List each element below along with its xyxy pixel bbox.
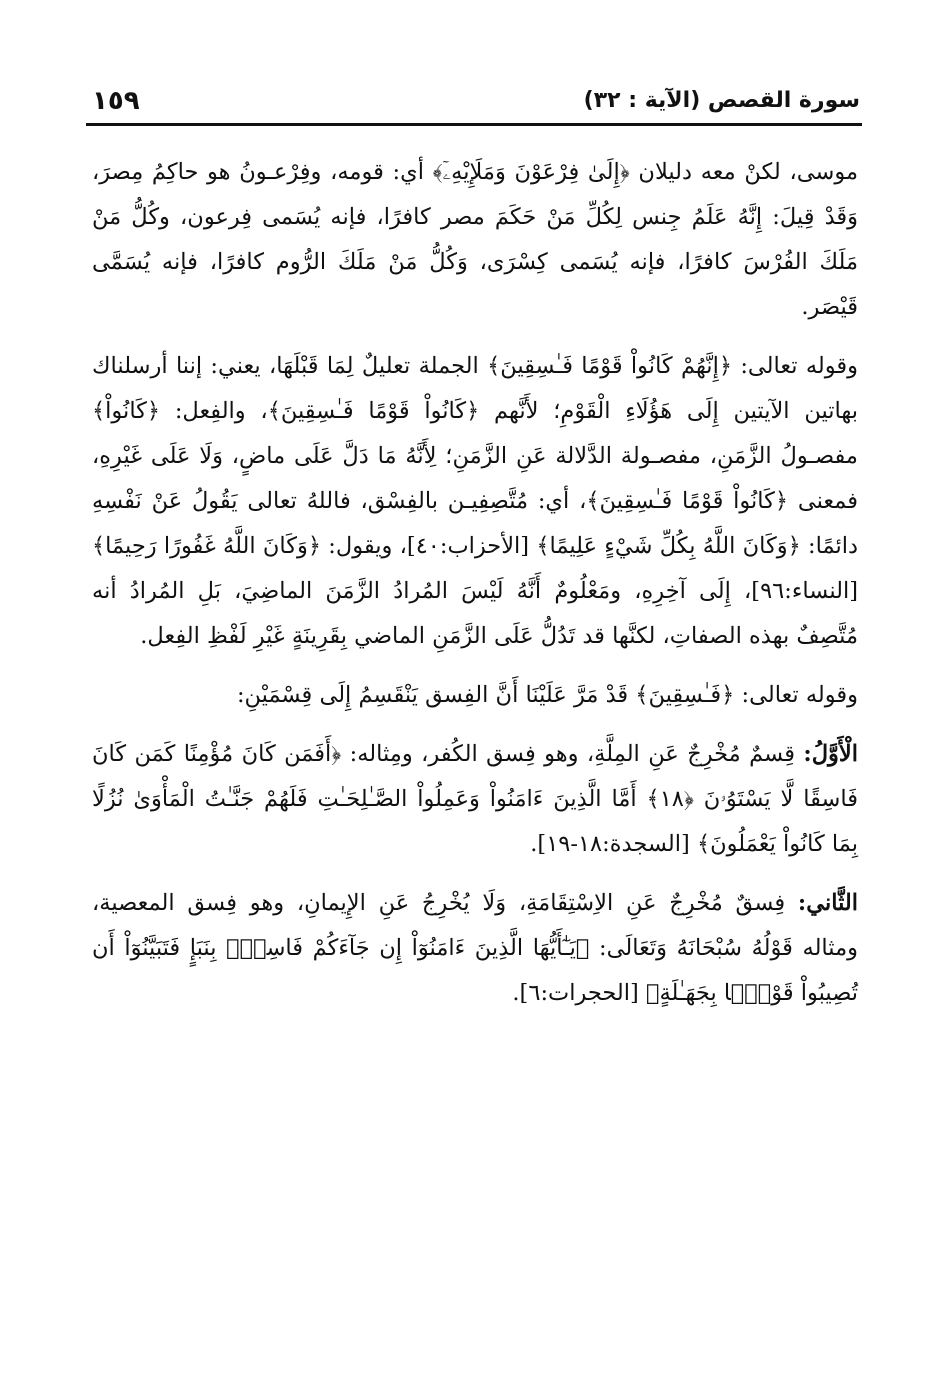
- paragraph-1: [92, 150, 858, 330]
- paragraph-1-text: موسى، لكنْ معه دليلان ﴿إِلَىٰ فِرْعَوْنَ وَمَلَإِيْهِۦٓ﴾ أي: قومه، وفِرْعـونُ هو حاكِمُ مِصرَ، وَقَدْ قِيلَ: إِنَّهُ عَلَمُ جِنس لِكُلِّ مَنْ حَكَمَ مصر كافرًا، فإنه يُسَمى فِرعون، وكُلُّ مَنْ مَلَكَ الفُرْسَ كافرًا، فإنه يُسَمى كِسْرَى، وَكُلُّ مَنْ مَلَكَ الرُّوم كافرًا، فإنه يُسَمَّى قَيْصَر.: [92, 159, 858, 320]
- paragraph-4-text: قِسمٌ مُخْرِجٌ عَنِ المِلَّةِ، وهو فِسق الكُفر، ومِثاله: ﴿أَفَمَن كَانَ مُؤْمِنًا كَمَن كَانَ فَاسِقًا لَّا يَسْتَوُۥنَ ﴿١٨﴾ أَمَّا الَّذِينَ ءَامَنُواْ وَعَمِلُواْ الصَّـٰلِحَـٰتِ فَلَهُمْ جَنَّـٰتُ الْمَأْوَىٰ نُزُلًا بِمَا كَانُواْ يَعْمَلُونَ﴾ [السجدة:١٨-١٩].: [92, 741, 858, 857]
- page-number: ١٥٩: [92, 86, 140, 116]
- running-title: سورة القصص (الآية : ٣٢): [583, 88, 860, 113]
- paragraph-2: [92, 344, 858, 659]
- paragraph-5: [92, 881, 858, 1016]
- paragraph-3-text: وقوله تعالى: ﴿فَـٰسِقِينَ﴾ قَدْ مَرَّ عَلَيْنَا أَنَّ الفِسق يَنْقَسِمُ إِلَى قِسْمَيْنِ:: [236, 682, 858, 708]
- page-body: [92, 150, 858, 1030]
- paragraph-5-label: الثَّاني:: [797, 890, 858, 916]
- paragraph-4: [92, 732, 858, 867]
- page-header: [86, 82, 862, 126]
- paragraph-3: [92, 673, 858, 718]
- paragraph-2-text: وقوله تعالى: ﴿إِنَّهُمْ كَانُواْ قَوْمًا فَـٰسِقِينَ﴾ الجملة تعليلٌ لِمَا قَبْلَهَا، يعني: إننا أرسلناك بهاتين الآيتين إِلَى هَؤُلَاءِ الْقَوْمِ؛ لأَنَّهم ﴿كَانُواْ قَوْمًا فَـٰسِقِينَ﴾، والفِعل: ﴿كَانُواْ﴾ مفصـولُ الزَّمَنِ، مفصـولة الدَّلالة عَنِ الزَّمَنِ؛ لِأَنَّهُ مَا دَلَّ عَلَى ماضٍ، وَلَا عَلَى غَيْرِهِ، فمعنى ﴿كَانُواْ قَوْمًا فَـٰسِقِينَ﴾، أي: مُتَّصِفِيـن بالفِسْق، فاللهُ تعالى يَقُولُ عَنْ نَفْسِهِ دائمًا: ﴿وَكَانَ اللَّهُ بِكُلِّ شَيْءٍ عَلِيمًا﴾ [الأحزاب:٤٠]، ويقول: ﴿وَكَانَ اللَّهُ غَفُورًا رَحِيمًا﴾ [النساء:٩٦]، إِلَى آخِرِهِ، ومَعْلُومٌ أَنَّهُ لَيْسَ المُرادُ الزَّمَنَ الماضِيَ، بَلِ المُرادُ أنه مُتَّصِفٌ بهذه الصفاتِ، لكنَّها قد تَدُلُّ عَلَى الزَّمَنِ الماضي بِقَرِينَةٍ غَيْرِ لَفْظِ الفِعل.: [92, 353, 858, 649]
- paragraph-5-text: فِسقٌ مُخْرِجٌ عَنِ الاِسْتِقَامَةِ، وَلَا يُخْرِجُ عَنِ الإِيمانِ، وهو فِسق المعصية، ومثاله قَوْلُهُ سُبْحَانَهُ وَتَعَالَى: ﴿يَـٰٓأَيُّهَا الَّذِينَ ءَامَنُوٓاْ إِن جَآءَكُمْ فَاسِقٌۢ بِنَبَإٍ فَتَبَيَّنُوٓاْ أَن تُصِيبُواْ قَوْمًۢا بِجَهَـٰلَةٍ﴾ [الحجرات:٦].: [92, 890, 858, 1006]
- header-rule: [86, 123, 862, 126]
- paragraph-4-label: الْأَوَّلُ:: [803, 741, 858, 767]
